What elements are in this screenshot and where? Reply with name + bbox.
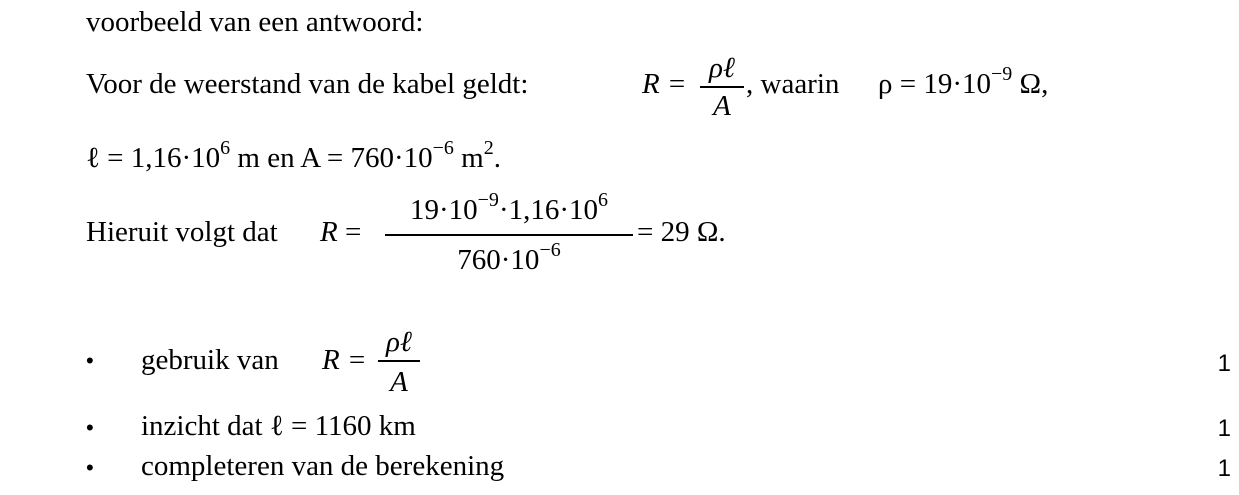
resistance-formula-text: Voor de weerstand van de kabel geldt: — [86, 68, 529, 100]
criterion-1-score: 1 — [1217, 350, 1231, 377]
criterion-3-score: 1 — [1217, 455, 1231, 482]
bullet-3: • — [86, 455, 94, 480]
calculation-intro: Hieruit volgt dat — [86, 216, 278, 248]
calc-fraction — [385, 189, 633, 278]
criterion-1-fraction — [378, 326, 420, 396]
calc-result: = 29 Ω. — [637, 216, 726, 248]
bullet-1: • — [86, 348, 94, 373]
area-value: A = 760·10 — [300, 142, 433, 174]
waarin-text: , waarin — [746, 68, 840, 100]
fraction-bar — [700, 86, 744, 88]
criterion-2-text: inzicht dat ℓ = 1160 km — [141, 410, 416, 442]
criterion-1-text: gebruik van — [141, 344, 279, 376]
calc-denominator: $760\cdot 10^{-6}$ — [457, 239, 561, 276]
bullet-2: • — [86, 415, 94, 440]
calc-numerator: $19\cdot 10^{-9}\cdot 1,16\cdot 10^6$ — [409, 189, 609, 226]
fraction-numerator: ρℓ — [709, 52, 735, 84]
length-1160km: ℓ = 1160 km — [269, 410, 416, 442]
criterion-3-text: completeren van de berekening — [141, 450, 505, 482]
criterion-1-bar — [378, 360, 420, 362]
fraction-denominator: A — [713, 90, 731, 122]
intro-heading: voorbeeld van een antwoord: — [86, 6, 424, 38]
length-value: ℓ = 1,16·10 — [86, 142, 221, 174]
formula-fraction — [700, 52, 744, 122]
calc-lhs: R = — [320, 216, 362, 248]
criterion-1-lhs: R = — [322, 344, 367, 376]
rho-value: $\rho = 19\cdot 10^{-9}$ Ω, — [878, 63, 1049, 100]
formula-lhs: R = — [642, 68, 687, 100]
criterion-2-score: 1 — [1217, 415, 1231, 442]
calc-fraction-bar — [385, 234, 633, 236]
criterion-1-numerator: ρℓ — [386, 326, 412, 358]
criterion-1-denominator: A — [390, 366, 408, 398]
length-area-values: ℓ = $1,16\cdot 10^6$ m en $A = 760\cdot 10^{-6}$ $m^2$. — [86, 137, 501, 174]
